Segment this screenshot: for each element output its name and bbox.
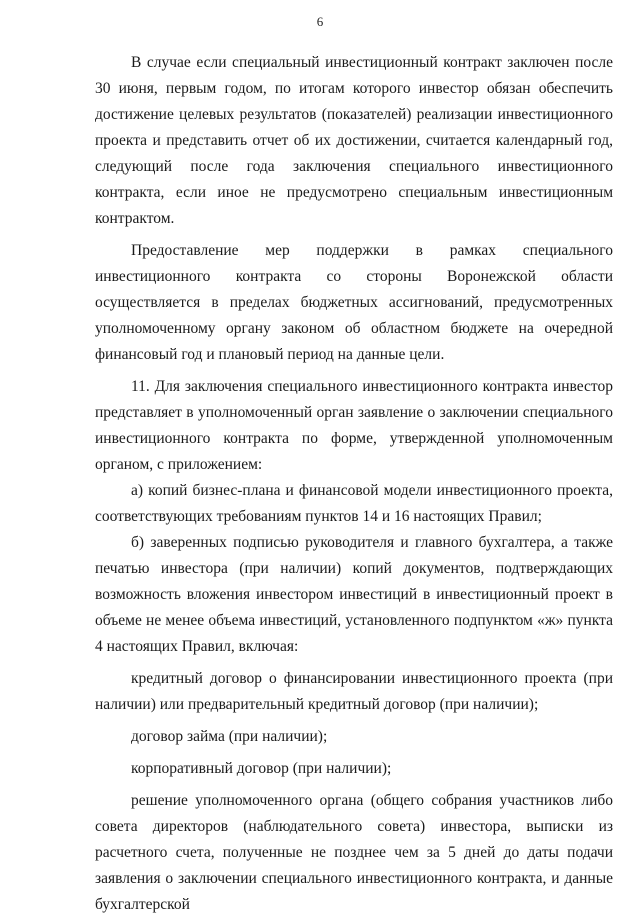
paragraph-item-a: а) копий бизнес-плана и финансовой модели инвестиционного проекта, соответствующих требованиям пунктов 14 и 16 настоящих Правил; — [95, 482, 613, 525]
paragraph-clause-11: 11. Для заключения специального инвестиционного контракта инвестор представляет в уполномоченный орган заявление о заключении специального инвестиционного контракта по форме, утвержденной уполномоченным органом, с приложением: — [95, 378, 613, 473]
paragraph-authorized-body-decision: решение уполномоченного органа (общего собрания участников либо совета директоров (наблюдательного совета) инвестора, выписки из расчетного счета, полученные не позднее чем за 5 дней до даты подачи заявления о заключении специального инвестиционного контракта, и данные бухгалтерской — [95, 792, 613, 913]
paragraph-item-b: б) заверенных подписью руководителя и главного бухгалтера, а также печатью инвестора (при наличии) копий документов, подтверждающих возможность вложения инвестором инвестиций в инвестиционный проект в объеме не менее объема инвестиций, установленного подпунктом «ж» пункта 4 настоящих Правил, включая: — [95, 534, 613, 655]
page-number: 6 — [316, 14, 324, 29]
paragraph-corporate-agreement: корпоративный договор (при наличии); — [131, 760, 392, 777]
paragraph-loan-agreement: договор займа (при наличии); — [131, 728, 328, 745]
paragraph-contract-first-year: В случае если специальный инвестиционный контракт заключен после 30 июня, первым годом, по итогам которого инвестор обязан обеспечить достижение целевых результатов (показателей) реализации инвестиционного проекта и представить отчет об их достижении, считается календарный год, следующий после года заключения специального инвестиционного контракта, если иное не предусмотрено специальным инвестиционным контрактом. — [95, 54, 613, 227]
paragraph-credit-agreement: кредитный договор о финансировании инвестиционного проекта (при наличии) или предварительный кредитный договор (при наличии); — [95, 670, 613, 713]
paragraph-support-measures: Предоставление мер поддержки в рамках специального инвестиционного контракта со стороны Воронежской области осуществляется в пределах бюджетных ассигнований, предусмотренных уполномоченному органу законом об областном бюджете на очередной финансовый год и плановый период на данные цели. — [95, 242, 613, 363]
document-body — [95, 50, 613, 918]
